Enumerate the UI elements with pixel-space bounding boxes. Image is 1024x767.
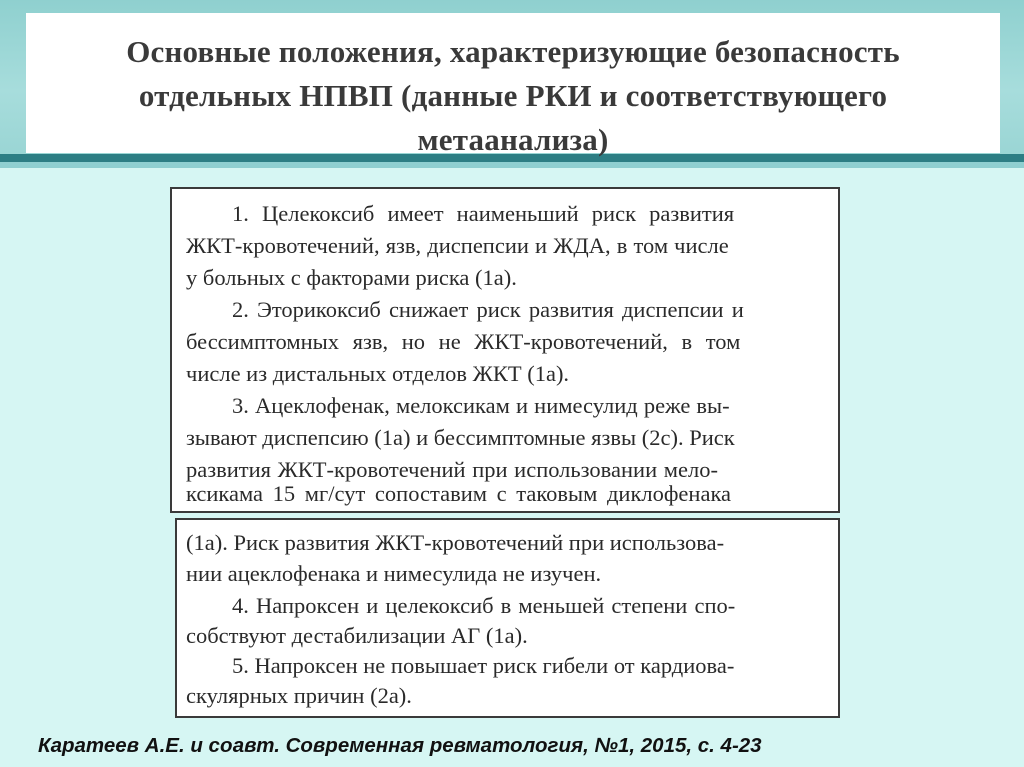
panel-1-line: 1. Целекоксиб имеет наименьший риск развития bbox=[232, 201, 735, 226]
panel-1-line: зывают диспепсию (1а) и бессимптомные язвы (2с). Риск bbox=[186, 425, 735, 450]
text-panel-1 bbox=[170, 187, 840, 513]
panel-2-line: нии ацеклофенака и нимесулида не изучен. bbox=[186, 561, 602, 586]
slide-title-line-1: Основные положения, характеризующие безопасность bbox=[126, 34, 900, 69]
text-panel-2 bbox=[175, 518, 840, 718]
panel-1-line: 3. Ацеклофенак, мелоксикам и нимесулид реже вы- bbox=[232, 393, 730, 418]
slide-title-line-2: отдельных НПВП (данные РКИ и соответствующего bbox=[138, 78, 888, 113]
panel-2-line: 4. Напроксен и целекоксиб в меньшей степени спо- bbox=[232, 593, 736, 618]
panel-2-line: 5. Напроксен не повышает риск гибели от кардиова- bbox=[232, 653, 735, 678]
panel-1-line: ксикама 15 мг/сут сопоставим с таковым диклофенака bbox=[186, 481, 732, 506]
citation: Каратеев А.Е. и соавт. Современная ревматология, №1, 2015, с. 4-23 bbox=[38, 734, 762, 757]
panel-1-line: бессимптомных язв, но не ЖКТ-кровотечений, в том bbox=[186, 329, 741, 354]
panel-2-line: скулярных причин (2а). bbox=[186, 683, 412, 708]
header-divider-light bbox=[0, 162, 1024, 168]
title-box bbox=[26, 13, 1000, 157]
panel-2-line: (1а). Риск развития ЖКТ-кровотечений при использова- bbox=[186, 530, 725, 555]
panel-1-line: ЖКТ-кровотечений, язв, диспепсии и ЖДА, в том числе bbox=[186, 233, 729, 258]
panel-1-line: у больных с факторами риска (1а). bbox=[186, 265, 517, 290]
slide-title-line-3: метаанализа) bbox=[417, 122, 609, 157]
panel-1-line: числе из дистальных отделов ЖКТ (1а). bbox=[186, 361, 570, 386]
panel-1-line: 2. Эторикоксиб снижает риск развития диспепсии и bbox=[232, 297, 744, 322]
panel-1-line: развития ЖКТ-кровотечений при использовании мело- bbox=[186, 457, 718, 482]
slide-title bbox=[26, 30, 1000, 162]
panel-2-line: собствуют дестабилизации АГ (1а). bbox=[186, 623, 528, 648]
